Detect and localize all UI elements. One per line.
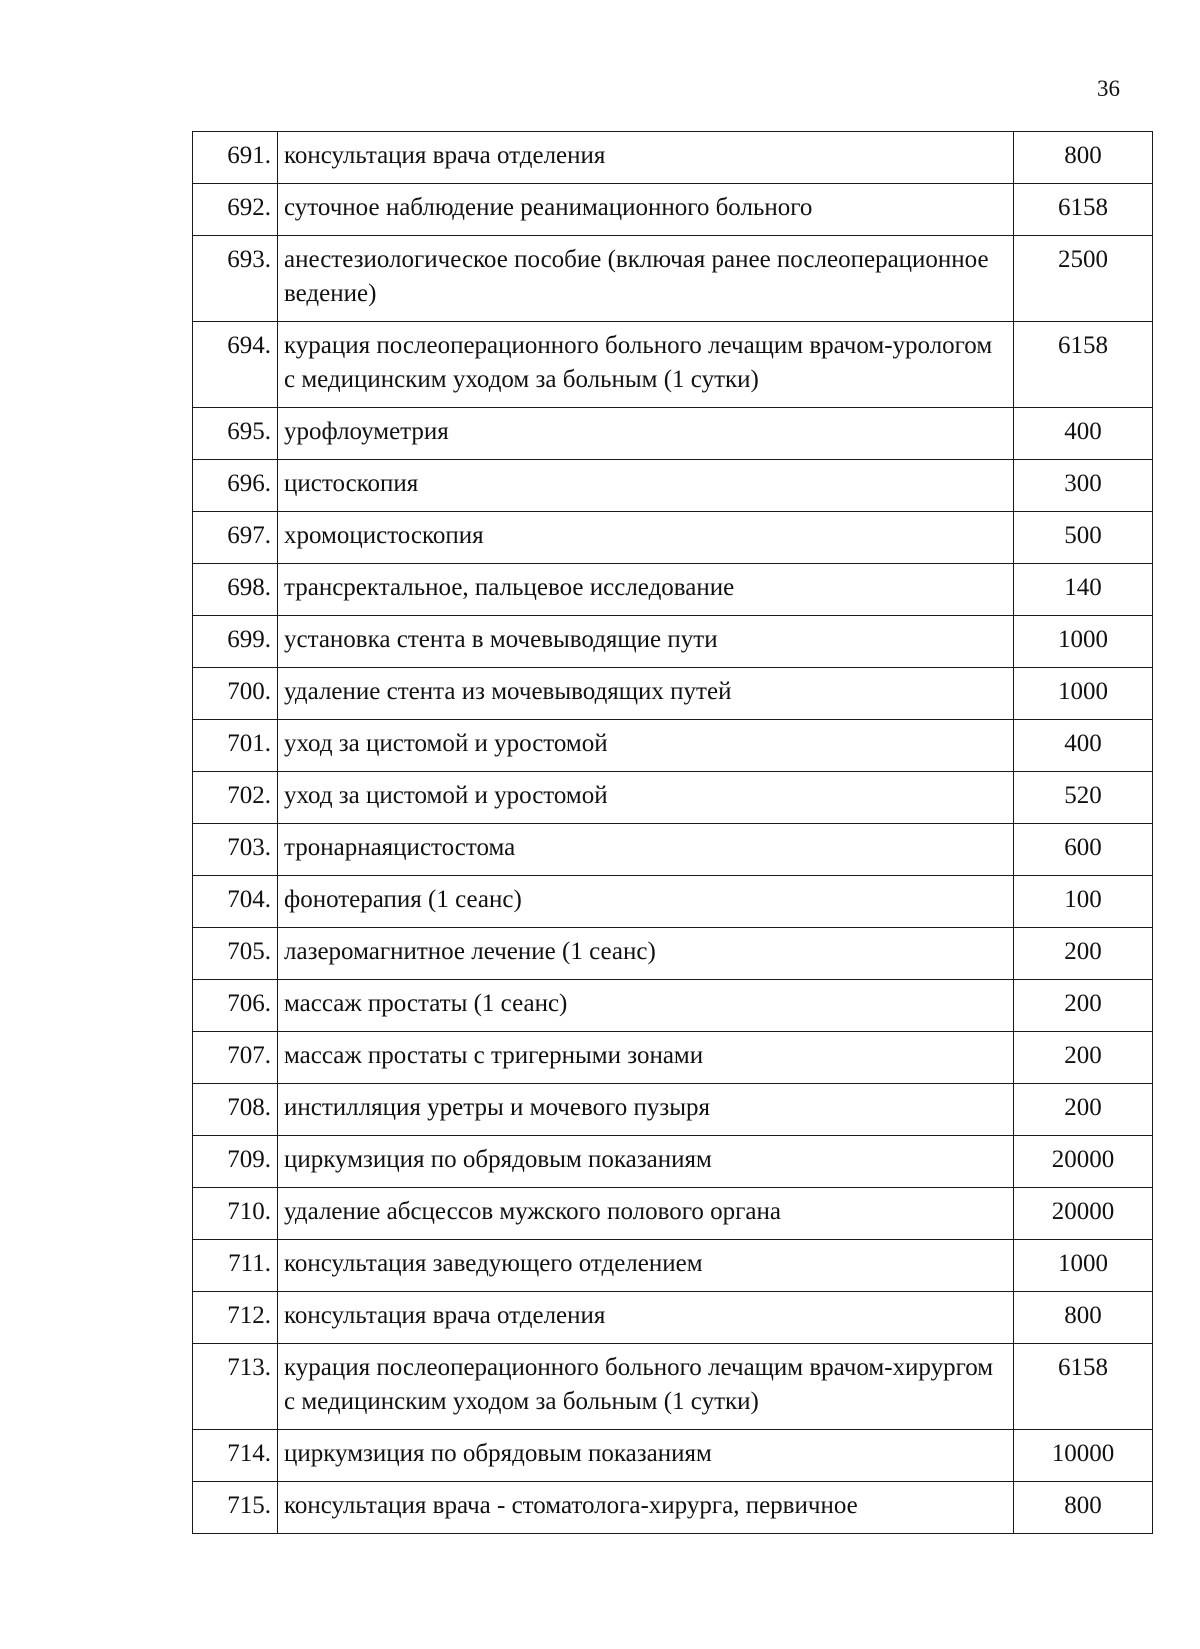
service-price: 1000	[1014, 1240, 1153, 1292]
service-price: 20000	[1014, 1188, 1153, 1240]
row-number: 696.	[193, 460, 278, 512]
service-name: консультация врача отделения	[278, 1292, 1014, 1344]
table-row	[193, 512, 1153, 564]
row-number: 699.	[193, 616, 278, 668]
service-price: 600	[1014, 824, 1153, 876]
row-number: 714.	[193, 1430, 278, 1482]
row-number: 710.	[193, 1188, 278, 1240]
service-name: трансректальное, пальцевое исследование	[278, 564, 1014, 616]
service-price: 2500	[1014, 236, 1153, 322]
row-number: 692.	[193, 184, 278, 236]
row-number: 706.	[193, 980, 278, 1032]
table-row	[193, 1344, 1153, 1430]
service-name: цистоскопия	[278, 460, 1014, 512]
row-number: 707.	[193, 1032, 278, 1084]
row-number: 715.	[193, 1482, 278, 1534]
service-name: анестезиологическое пособие (включая ранее послеоперационное ведение)	[278, 236, 1014, 322]
service-price: 800	[1014, 1292, 1153, 1344]
service-name: консультация заведующего отделением	[278, 1240, 1014, 1292]
service-name: суточное наблюдение реанимационного больного	[278, 184, 1014, 236]
table-row	[193, 720, 1153, 772]
service-price: 800	[1014, 132, 1153, 184]
row-number: 694.	[193, 322, 278, 408]
price-table-body	[193, 132, 1153, 1534]
row-number: 700.	[193, 668, 278, 720]
row-number: 698.	[193, 564, 278, 616]
service-price: 200	[1014, 1084, 1153, 1136]
table-row	[193, 668, 1153, 720]
service-price: 20000	[1014, 1136, 1153, 1188]
table-row	[193, 1430, 1153, 1482]
table-row	[193, 1482, 1153, 1534]
service-name: консультация врача отделения	[278, 132, 1014, 184]
page-number: 36	[1097, 76, 1120, 101]
row-number: 697.	[193, 512, 278, 564]
table-row	[193, 322, 1153, 408]
table-row	[193, 1136, 1153, 1188]
service-price: 200	[1014, 1032, 1153, 1084]
service-name: циркумзиция по обрядовым показаниям	[278, 1136, 1014, 1188]
table-row	[193, 824, 1153, 876]
service-name: инстилляция уретры и мочевого пузыря	[278, 1084, 1014, 1136]
row-number: 712.	[193, 1292, 278, 1344]
service-price: 800	[1014, 1482, 1153, 1534]
service-price: 1000	[1014, 616, 1153, 668]
service-name: лазеромагнитное лечение (1 сеанс)	[278, 928, 1014, 980]
table-row	[193, 980, 1153, 1032]
table-row	[193, 564, 1153, 616]
table-row	[193, 1188, 1153, 1240]
service-price: 6158	[1014, 184, 1153, 236]
table-row	[193, 460, 1153, 512]
table-row	[193, 772, 1153, 824]
table-row	[193, 1292, 1153, 1344]
service-name: консультация врача - стоматолога-хирурга, первичное	[278, 1482, 1014, 1534]
service-name: массаж простаты (1 сеанс)	[278, 980, 1014, 1032]
table-row	[193, 184, 1153, 236]
service-name: массаж простаты с тригерными зонами	[278, 1032, 1014, 1084]
service-name: удаление стента из мочевыводящих путей	[278, 668, 1014, 720]
service-name: тронарнаяцистостома	[278, 824, 1014, 876]
service-price: 10000	[1014, 1430, 1153, 1482]
row-number: 704.	[193, 876, 278, 928]
service-name: циркумзиция по обрядовым показаниям	[278, 1430, 1014, 1482]
service-price: 140	[1014, 564, 1153, 616]
service-price: 1000	[1014, 668, 1153, 720]
table-row	[193, 928, 1153, 980]
table-row	[193, 616, 1153, 668]
row-number: 703.	[193, 824, 278, 876]
table-row	[193, 236, 1153, 322]
row-number: 693.	[193, 236, 278, 322]
table-row	[193, 132, 1153, 184]
service-name: курация послеоперационного больного лечащим врачом-урологом с медицинским уходом за больным (1 сутки)	[278, 322, 1014, 408]
row-number: 701.	[193, 720, 278, 772]
row-number: 709.	[193, 1136, 278, 1188]
service-price: 400	[1014, 408, 1153, 460]
service-price: 400	[1014, 720, 1153, 772]
service-price: 500	[1014, 512, 1153, 564]
service-price: 100	[1014, 876, 1153, 928]
table-row	[193, 1084, 1153, 1136]
service-name: фонотерапия (1 сеанс)	[278, 876, 1014, 928]
service-price: 6158	[1014, 1344, 1153, 1430]
service-name: удаление абсцессов мужского полового органа	[278, 1188, 1014, 1240]
service-name: уход за цистомой и уростомой	[278, 720, 1014, 772]
row-number: 711.	[193, 1240, 278, 1292]
row-number: 691.	[193, 132, 278, 184]
table-row	[193, 408, 1153, 460]
service-name: установка стента в мочевыводящие пути	[278, 616, 1014, 668]
table-row	[193, 1032, 1153, 1084]
row-number: 705.	[193, 928, 278, 980]
table-row	[193, 1240, 1153, 1292]
service-price: 200	[1014, 980, 1153, 1032]
service-price: 300	[1014, 460, 1153, 512]
service-name: урофлоуметрия	[278, 408, 1014, 460]
row-number: 708.	[193, 1084, 278, 1136]
service-price: 200	[1014, 928, 1153, 980]
service-price: 520	[1014, 772, 1153, 824]
row-number: 695.	[193, 408, 278, 460]
price-table	[192, 131, 1153, 1534]
service-name: хромоцистоскопия	[278, 512, 1014, 564]
service-price: 6158	[1014, 322, 1153, 408]
service-name: уход за цистомой и уростомой	[278, 772, 1014, 824]
row-number: 713.	[193, 1344, 278, 1430]
table-row	[193, 876, 1153, 928]
service-name: курация послеоперационного больного лечащим врачом-хирургом с медицинским уходом за больным (1 сутки)	[278, 1344, 1014, 1430]
row-number: 702.	[193, 772, 278, 824]
